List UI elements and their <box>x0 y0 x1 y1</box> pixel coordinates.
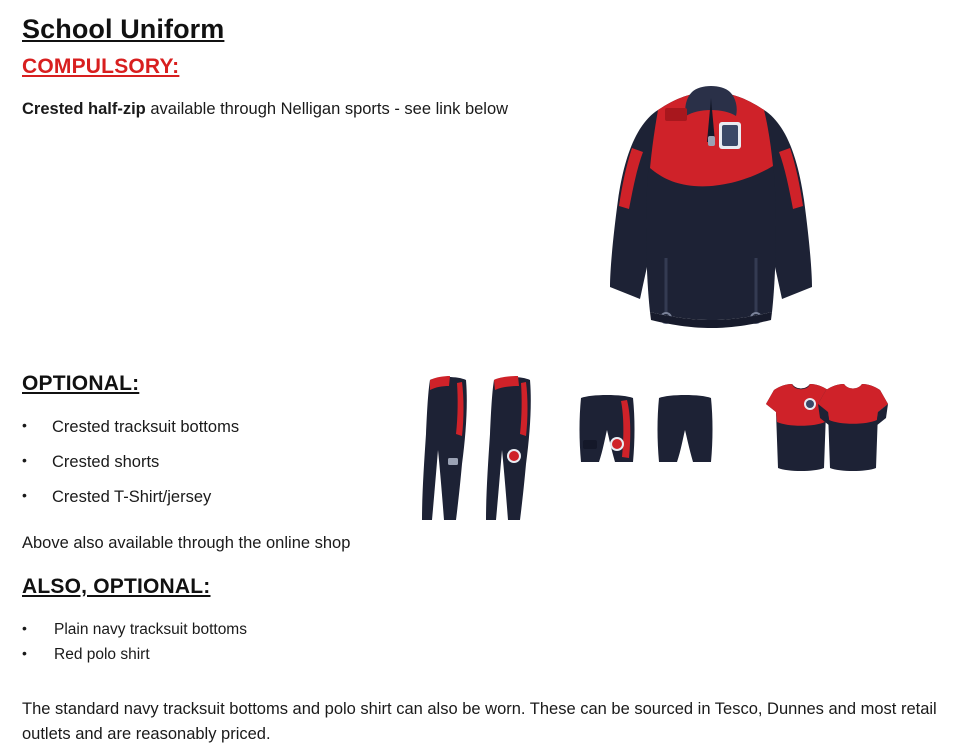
compulsory-item-rest: available through Nelligan sports - see link below <box>145 100 509 118</box>
also-optional-heading: ALSO, OPTIONAL: <box>22 575 211 598</box>
optional-note: Above also available through the online shop <box>22 534 351 552</box>
half-zip-image <box>596 62 826 332</box>
footer-note: The standard navy tracksuit bottoms and polo shirt can also be worn. These can be sourced in Tesco, Dunnes and most retail outlets and are reasonably priced. <box>22 700 937 743</box>
shorts-image <box>575 392 725 492</box>
compulsory-item-bold: Crested half-zip <box>22 100 146 118</box>
list-item: • Red polo shirt <box>22 646 247 664</box>
list-item: • Crested T-Shirt/jersey <box>22 488 239 507</box>
list-item: • Crested tracksuit bottoms <box>22 418 239 437</box>
list-item: • Plain navy tracksuit bottoms <box>22 621 247 639</box>
list-item: • Crested shorts <box>22 453 239 472</box>
page-title: School Uniform <box>22 14 225 44</box>
tracksuit-bottoms-image <box>418 374 548 534</box>
optional-heading: OPTIONAL: <box>22 372 140 395</box>
compulsory-item-line <box>22 100 508 119</box>
optional-list <box>22 418 239 523</box>
also-optional-list <box>22 621 247 671</box>
compulsory-heading: COMPULSORY: <box>22 55 180 78</box>
jerseys-image <box>752 382 892 487</box>
